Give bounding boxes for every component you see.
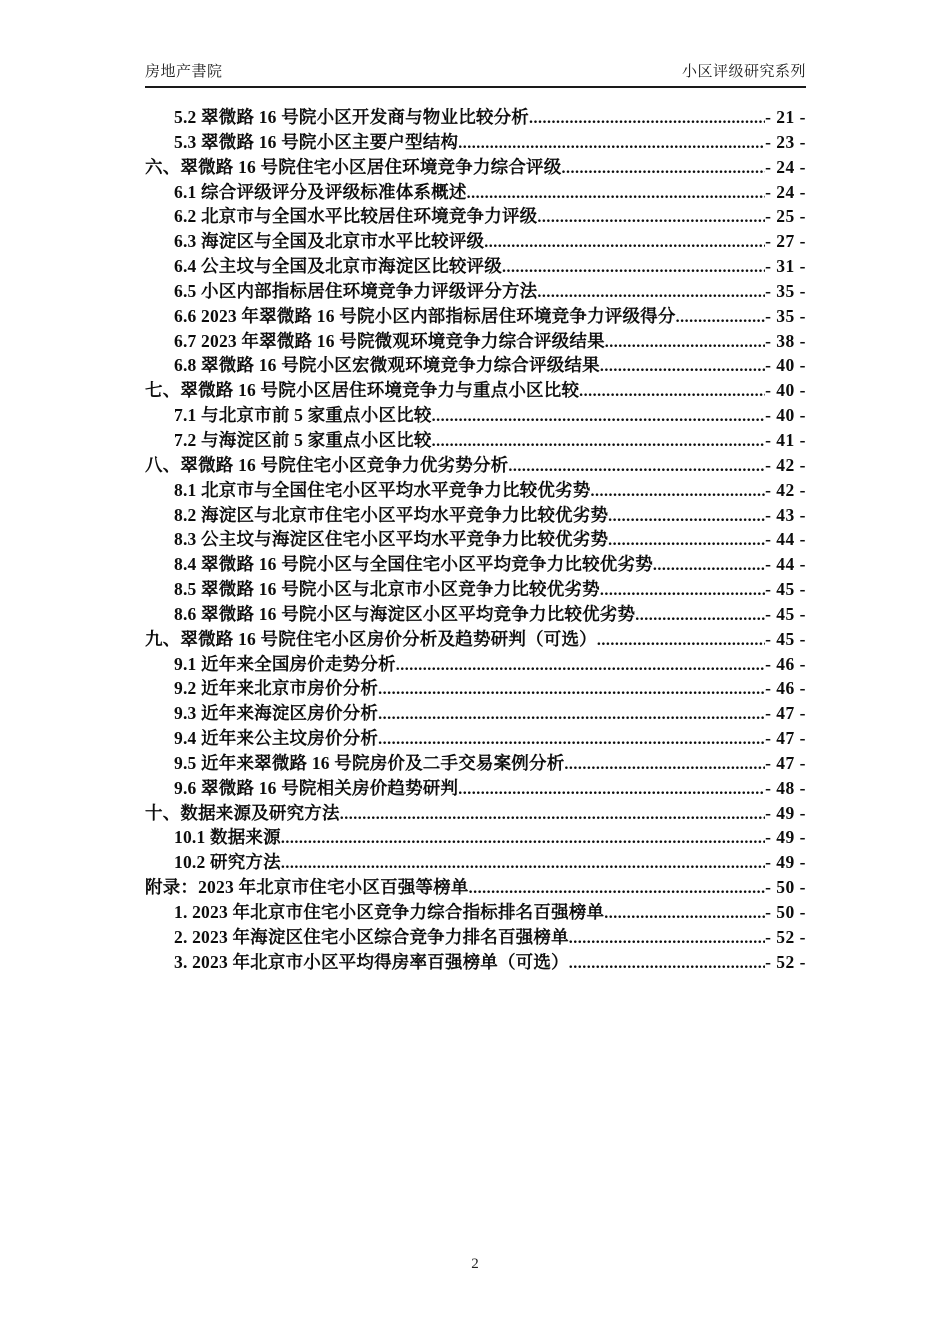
toc-entry-text: 十、数据来源及研究方法 <box>145 802 340 823</box>
toc-dot-leader <box>508 455 765 476</box>
toc-entry-page: - 24 - <box>765 156 806 177</box>
toc-entry-page: - 42 - <box>765 454 806 475</box>
toc-entry-text: 7.2 与海淀区前 5 家重点小区比较 <box>174 429 432 450</box>
toc-dot-leader <box>281 827 765 848</box>
toc-dot-leader <box>635 604 765 625</box>
toc-entry[interactable] <box>145 452 806 477</box>
toc-entry-text: 九、翠微路 16 号院住宅小区房价分析及趋势研判（可选） <box>145 628 597 649</box>
toc-entry[interactable] <box>145 675 806 700</box>
toc-entry-text: 7.1 与北京市前 5 家重点小区比较 <box>174 405 432 426</box>
toc-dot-leader <box>597 629 765 650</box>
toc-entry[interactable] <box>145 278 806 303</box>
toc-entry-text: 2. 2023 年海淀区住宅小区综合竞争力排名百强榜单 <box>174 926 569 947</box>
toc-dot-leader <box>484 231 765 252</box>
toc-entry-page: - 49 - <box>765 827 806 848</box>
toc-entry[interactable] <box>145 824 806 849</box>
toc-entry[interactable] <box>145 651 806 676</box>
toc-entry-page: - 44 - <box>765 554 806 575</box>
toc-dot-leader <box>561 157 765 178</box>
toc-entry-page: - 43 - <box>765 504 806 525</box>
toc-entry-page: - 41 - <box>765 429 806 450</box>
toc-entry-page: - 49 - <box>765 802 806 823</box>
toc-dot-leader <box>502 256 765 277</box>
toc-entry-text: 6.1 综合评级评分及评级标准体系概述 <box>174 181 467 202</box>
toc-entry-text: 5.3 翠微路 16 号院小区主要户型结构 <box>174 131 459 152</box>
toc-entry-page: - 40 - <box>765 405 806 426</box>
toc-entry-text: 9.3 近年来海淀区房价分析 <box>174 703 379 724</box>
toc-entry-page: - 21 - <box>765 107 806 127</box>
toc-dot-leader <box>458 778 765 799</box>
toc-dot-leader <box>608 529 765 550</box>
toc-entry[interactable] <box>145 526 806 551</box>
toc-entry-text: 8.3 公主坟与海淀区住宅小区平均水平竞争力比较优劣势 <box>174 529 609 550</box>
toc-entry[interactable] <box>145 601 806 626</box>
toc-dot-leader <box>676 306 766 327</box>
toc-dot-leader <box>432 430 766 451</box>
toc-entry-text: 8.2 海淀区与北京市住宅小区平均水平竞争力比较优劣势 <box>174 504 609 525</box>
toc-dot-leader <box>537 281 765 302</box>
toc-entry-text: 8.6 翠微路 16 号院小区与海淀区小区平均竞争力比较优劣势 <box>174 603 636 624</box>
toc-dot-leader <box>579 380 765 401</box>
toc-dot-leader <box>529 107 765 128</box>
toc-dot-leader <box>590 480 765 501</box>
toc-entry-text: 6.7 2023 年翠微路 16 号院微观环境竞争力综合评级结果 <box>174 330 605 351</box>
toc-entry-page: - 47 - <box>765 703 806 724</box>
toc-entry[interactable] <box>145 899 806 924</box>
toc-dot-leader <box>600 579 765 600</box>
toc-entry-page: - 47 - <box>765 728 806 749</box>
toc-entry[interactable] <box>145 179 806 204</box>
toc-entry-page: - 48 - <box>765 777 806 798</box>
toc-entry-page: - 45 - <box>765 603 806 624</box>
toc-entry-text: 10.2 研究方法 <box>174 852 281 873</box>
toc-entry[interactable] <box>145 576 806 601</box>
toc-entry-page: - 52 - <box>765 951 806 972</box>
toc-entry-page: - 35 - <box>765 280 806 301</box>
toc-dot-leader <box>458 132 765 153</box>
toc-entry-text: 9.5 近年来翠微路 16 号院房价及二手交易案例分析 <box>174 752 565 773</box>
toc-entry-text: 6.6 2023 年翠微路 16 号院小区内部指标居住环境竞争力评级得分 <box>174 305 676 326</box>
toc-entry[interactable] <box>145 154 806 179</box>
toc-entry[interactable] <box>145 874 806 899</box>
toc-entry[interactable] <box>145 750 806 775</box>
toc-entry-page: - 25 - <box>765 206 806 227</box>
toc-entry-page: - 50 - <box>765 902 806 922</box>
toc-dot-leader <box>469 877 766 898</box>
toc-entry[interactable] <box>145 328 806 353</box>
toc-entry-text: 6.4 公主坟与全国及北京市海淀区比较评级 <box>174 256 502 277</box>
toc-dot-leader <box>432 405 766 426</box>
toc-dot-leader <box>378 703 765 724</box>
toc-dot-leader <box>467 182 766 203</box>
toc-entry-text: 6.2 北京市与全国水平比较居住环境竞争力评级 <box>174 206 538 227</box>
toc-entry-text: 1. 2023 年北京市住宅小区竞争力综合指标排名百强榜单 <box>174 902 605 922</box>
toc-dot-leader <box>569 952 765 973</box>
page-footer <box>0 1256 950 1273</box>
toc-entry-page: - 46 - <box>765 653 806 674</box>
toc-entry[interactable] <box>145 104 806 129</box>
toc-entry-page: - 44 - <box>765 529 806 550</box>
toc-entry-page: - 42 - <box>765 479 806 500</box>
toc-entry[interactable] <box>145 427 806 452</box>
toc-dot-leader <box>378 728 765 749</box>
toc-dot-leader <box>608 505 765 526</box>
header-right-title: 小区评级研究系列 <box>681 63 806 80</box>
toc-entry-text: 10.1 数据来源 <box>174 827 281 848</box>
toc-entry[interactable] <box>145 253 806 278</box>
toc-entry-page: - 23 - <box>765 131 806 152</box>
toc-entry[interactable] <box>145 203 806 228</box>
toc-dot-leader <box>653 554 765 575</box>
toc-entry-page: - 40 - <box>765 380 806 401</box>
toc-entry[interactable] <box>145 303 806 328</box>
toc-entry[interactable] <box>145 700 806 725</box>
toc-entry-text: 七、翠微路 16 号院小区居住环境竞争力与重点小区比较 <box>145 380 580 401</box>
toc-entry-page: - 35 - <box>765 305 806 326</box>
header-left-title: 房地产書院 <box>145 63 223 80</box>
toc-entry-text: 3. 2023 年北京市小区平均得房率百强榜单（可选） <box>174 951 569 972</box>
toc-entry[interactable] <box>145 402 806 427</box>
toc-dot-leader <box>340 803 765 824</box>
toc-entry-page: - 47 - <box>765 752 806 773</box>
toc-entry-text: 6.8 翠微路 16 号院小区宏微观环境竞争力综合评级结果 <box>174 355 600 376</box>
toc-entry-text: 八、翠微路 16 号院住宅小区竞争力优劣势分析 <box>145 454 509 475</box>
toc-entry[interactable] <box>145 949 806 974</box>
toc-entry-page: - 45 - <box>765 628 806 649</box>
toc-entry-text: 9.1 近年来全国房价走势分析 <box>174 653 396 674</box>
toc-entry-page: - 31 - <box>765 256 806 277</box>
toc-entry[interactable] <box>145 551 806 576</box>
toc-entry[interactable] <box>145 924 806 949</box>
toc-entry-page: - 52 - <box>765 926 806 947</box>
toc-dot-leader <box>537 206 765 227</box>
toc-dot-leader <box>600 355 765 376</box>
toc-entry[interactable] <box>145 129 806 154</box>
toc-dot-leader <box>281 852 765 873</box>
toc-entry-text: 六、翠微路 16 号院住宅小区居住环境竞争力综合评级 <box>145 156 562 177</box>
toc-entry[interactable] <box>145 626 806 651</box>
toc-dot-leader <box>605 331 765 352</box>
toc-entry-text: 8.5 翠微路 16 号院小区与北京市小区竞争力比较优劣势 <box>174 579 600 600</box>
toc-entry[interactable] <box>145 377 806 402</box>
toc-entry-text: 6.5 小区内部指标居住环境竞争力评级评分方法 <box>174 280 538 301</box>
toc-entry-page: - 24 - <box>765 181 806 202</box>
toc-dot-leader <box>569 927 765 948</box>
toc-dot-leader <box>604 902 765 923</box>
toc-entry[interactable] <box>145 800 806 825</box>
toc-entry-text: 9.6 翠微路 16 号院相关房价趋势研判 <box>174 777 459 798</box>
toc-entry-text: 8.1 北京市与全国住宅小区平均水平竞争力比较优劣势 <box>174 479 591 500</box>
toc-entry-text: 9.4 近年来公主坟房价分析 <box>174 728 379 749</box>
toc-entry-page: - 38 - <box>765 330 806 351</box>
toc-entry-text: 8.4 翠微路 16 号院小区与全国住宅小区平均竞争力比较优劣势 <box>174 554 653 575</box>
page-number: 2 <box>471 1256 479 1272</box>
toc-entry-text: 5.2 翠微路 16 号院小区开发商与物业比较分析 <box>174 107 529 127</box>
toc-entry-page: - 45 - <box>765 579 806 600</box>
toc-entry[interactable] <box>145 849 806 874</box>
toc-entry-text: 6.3 海淀区与全国及北京市水平比较评级 <box>174 231 485 252</box>
table-of-contents <box>145 104 806 974</box>
toc-entry[interactable] <box>145 228 806 253</box>
toc-entry[interactable] <box>145 477 806 502</box>
toc-entry[interactable] <box>145 502 806 527</box>
toc-dot-leader <box>396 654 765 675</box>
toc-entry-page: - 46 - <box>765 678 806 699</box>
toc-entry-page: - 49 - <box>765 852 806 873</box>
toc-entry-page: - 27 - <box>765 231 806 252</box>
toc-dot-leader <box>378 678 765 699</box>
toc-entry[interactable] <box>145 775 806 800</box>
toc-entry-page: - 40 - <box>765 355 806 376</box>
page-header <box>145 60 806 88</box>
toc-entry[interactable] <box>145 725 806 750</box>
toc-entry[interactable] <box>145 352 806 377</box>
toc-entry-text: 9.2 近年来北京市房价分析 <box>174 678 379 699</box>
toc-entry-text: 附录：2023 年北京市住宅小区百强等榜单 <box>145 877 469 898</box>
toc-dot-leader <box>564 753 765 774</box>
toc-entry-page: - 50 - <box>765 877 806 898</box>
